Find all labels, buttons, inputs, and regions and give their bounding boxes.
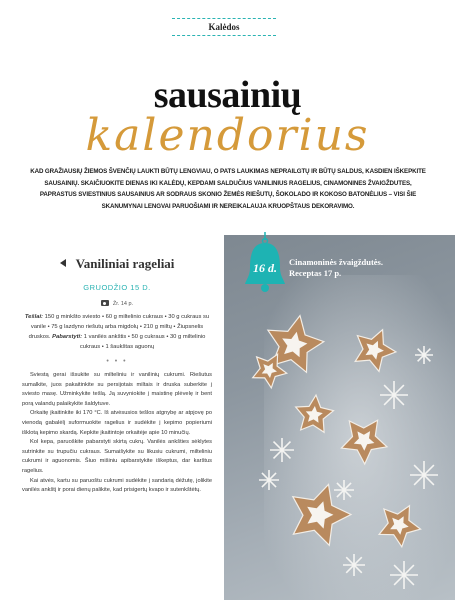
triangle-left-icon xyxy=(60,259,66,267)
section-label: Kalėdos xyxy=(208,22,240,32)
recipe-title-text: Vaniliniai rageliai xyxy=(75,256,175,271)
page-reference xyxy=(22,300,212,307)
separator: • • • xyxy=(106,358,128,365)
recipe-title xyxy=(22,256,212,272)
intro-paragraph: KAD GRAŽIAUSIŲ ŽIEMOS ŠVENČIŲ LAUKTI BŪTŲ LENGVIAU, O PATS LAUKIMAS NEPRAILGTŲ IR BŪTŲ SALDUS, KASDIEN IŠKEPKITE SAUSAINIŲ. SKAIČIUOKITE DIENAS IKI KALĖDŲ, KEPDAMI SALDUČIUS VANILINIUS RAGELIUS, CINAMONINES ŽVAIGŽDUTES, PAPRASTUS SVIESTINIUS SAUSAINIUS AR SODRAUS SKONIO ŽEMĖS RIEŠUTŲ, ŠOKOLADO IR KOKOSO BATONĖLIUS – VISI ŠIE SKANUMYNAI LENGVAI PARUOŠIAMI IR NEREIKALAUJA KRUOPŠTAUS DEKORAVIMO. xyxy=(30,168,426,210)
ingredients xyxy=(22,312,212,352)
photo-caption xyxy=(289,257,439,279)
recipe-column xyxy=(22,256,212,496)
page-reference-text: Žr. 14 p. xyxy=(112,301,134,307)
camera-icon xyxy=(101,300,109,306)
ingredients-label: Tešlai: xyxy=(24,314,43,320)
instruction-paragraph: Orkaitę įkaitinkite iki 170 °C. Iš atvėsusios tešlos atgnybę ar atpjovę po vienodą gabalėlį suformuokite ragelius ir sudėkite į kepimo popieriumi išklotą kepimo skardą. Kepkite įkaitintoje orkaitėje apie 10 minučių. xyxy=(22,410,212,436)
bottom-divider xyxy=(172,35,276,36)
instruction-paragraph: Kol kepa, paruoškite pabarstyti skirtą cukrų. Vanilės ankšties sėklytes sutrinkite su trupučiu cukraus. Sumaišykite su likusiu cukrumi, milteliniu cukrumi ir aguonomis. Šiuo mišiniu apibarstykite iškeptus, dar karštus ragelius. xyxy=(22,439,212,474)
ingredients-dough: 150 g minkšto sviesto • 60 g miltelinio cukraus • 30 g cukraus su vanile • 75 g lazdyno riešutų arba migdolų • 210 g miltų • Žiupsnelis druskos. xyxy=(28,314,210,340)
ingredients-topping: 1 vanilės ankštis • 50 g cukraus • 30 g miltelinio cukraus • 1 šaukštas aguonų xyxy=(79,334,206,350)
recipe-date: GRUODŽIO 15 D. xyxy=(83,283,151,292)
bell-icon xyxy=(244,232,286,294)
caption-title: Cinamoninės žvaigždutės. xyxy=(289,257,383,267)
headline-primary: sausainių xyxy=(153,74,302,116)
bell-day-label: 16 d. xyxy=(253,261,277,275)
instruction-paragraph: Kai atvės, kartu su paruoštu cukrumi sudėkite į sandarią dėžutę, jolikite vanilės ankštį ir porai dienų palikite, kad prisigertų kvapo ir sutenkštėtų. xyxy=(22,477,212,494)
section-header xyxy=(172,18,276,36)
decoration-label: Pabarstyti: xyxy=(52,334,83,340)
instruction-paragraph: Sviestą gerai išsukite su milteliniu ir vanilinių cukrumi. Riešutus sumalkite, juos pakaitinkite su persijotais miltais ir druska suberkite į sviesto masę. Užminkykite tešlą. Ją suvyniokite į maistinę plėvelę ir bent porą valandų palaikykite šaldytuve. xyxy=(22,372,212,407)
headline-script: kalendorius xyxy=(85,110,370,161)
caption-page: Receptas 17 p. xyxy=(289,268,342,278)
recipe-instructions xyxy=(22,371,212,496)
